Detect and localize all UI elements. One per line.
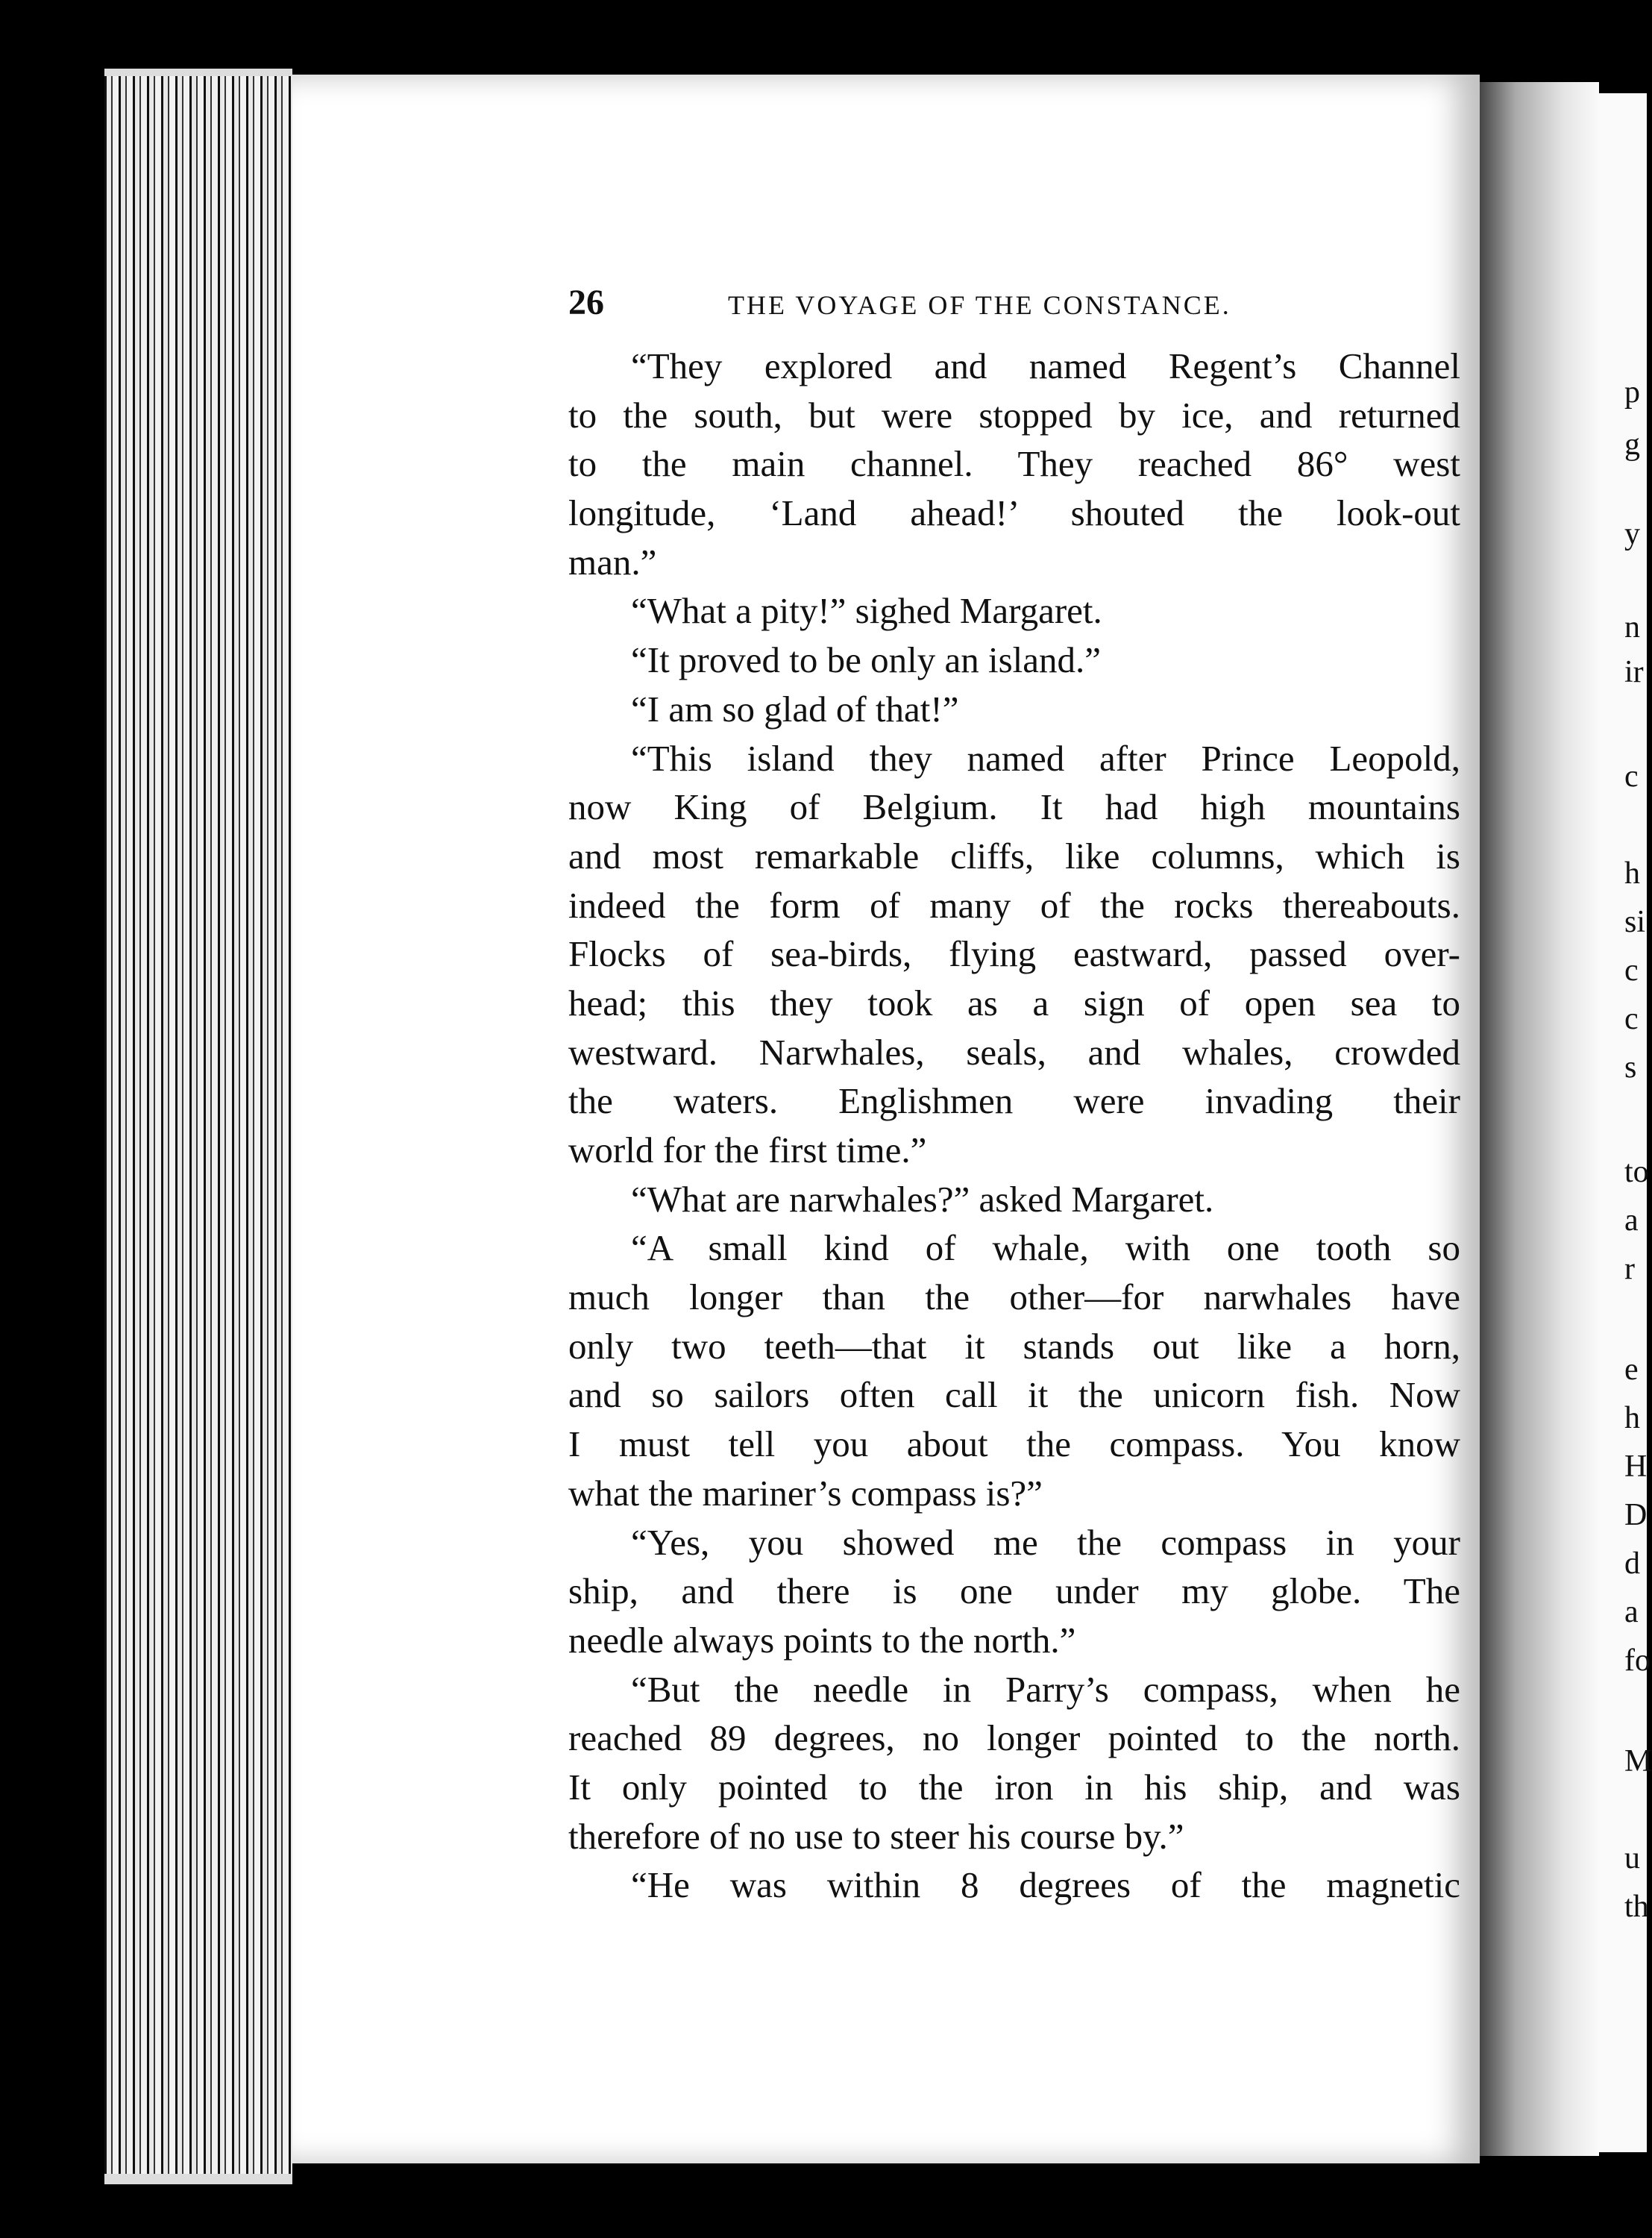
text-line: to the main channel. They reached 86° west — [568, 443, 1460, 485]
facing-page-fragment: a — [1624, 1203, 1639, 1238]
text-line: what the mariner’s compass is?” — [568, 1472, 1043, 1514]
text-line: and so sailors often call it the unicorn fish. Now — [568, 1374, 1460, 1416]
facing-page-fragment: ir — [1624, 655, 1644, 689]
text-line: westward. Narwhales, seals, and whales, crowded — [568, 1031, 1460, 1073]
facing-page-fragment: c — [1624, 953, 1639, 988]
facing-page-fragment: c — [1624, 759, 1639, 794]
text-line: therefore of no use to steer his course by.” — [568, 1815, 1184, 1857]
text-line: I must tell you about the compass. You know — [568, 1423, 1460, 1465]
stacked-page-edges — [104, 69, 292, 2184]
text-line: only two teeth—that it stands out like a horn, — [568, 1325, 1460, 1367]
facing-page-fragment: h — [1624, 856, 1640, 891]
facing-page-fragment: n — [1624, 610, 1640, 645]
facing-page-fragment: M — [1624, 1744, 1652, 1778]
text-line: It only pointed to the iron in his ship, and was — [568, 1766, 1460, 1808]
text-line: and most remarkable cliffs, like columns, which is — [568, 835, 1460, 877]
text-line: the waters. Englishmen were invading their — [568, 1080, 1460, 1122]
facing-page-fragment: u — [1624, 1841, 1640, 1875]
facing-page-fragment: y — [1624, 517, 1640, 551]
facing-page-fragment: s — [1624, 1050, 1637, 1085]
facing-page-fragment: p — [1624, 375, 1640, 410]
body-text — [568, 342, 1460, 1910]
text-line: head; this they took as a sign of open sea to — [568, 982, 1460, 1024]
facing-page-fragment: th — [1624, 1890, 1649, 1924]
facing-page-fragment: c — [1624, 1002, 1639, 1036]
text-line: “Yes, you showed me the compass in your — [631, 1521, 1460, 1563]
running-title: THE VOYAGE OF THE CONSTANCE. — [728, 290, 1231, 320]
text-line: needle always points to the north.” — [568, 1619, 1076, 1661]
text-line: “This island they named after Prince Leopold, — [631, 737, 1460, 779]
page-number: 26 — [568, 283, 604, 322]
facing-page-fragment: r — [1624, 1252, 1635, 1286]
text-line: “He was within 8 degrees of the magnetic — [631, 1864, 1460, 1906]
facing-page-fragment: fo — [1624, 1643, 1651, 1678]
facing-page-fragment: h — [1624, 1401, 1640, 1435]
facing-page-fragment: D — [1624, 1498, 1648, 1532]
facing-page-fragment: to — [1624, 1155, 1649, 1189]
page-header — [568, 282, 1314, 327]
text-line: ship, and there is one under my globe. The — [568, 1570, 1460, 1612]
text-line: “What are narwhales?” asked Margaret. — [631, 1178, 1214, 1220]
text-line: indeed the form of many of the rocks thereabouts. — [568, 884, 1460, 926]
facing-page-edge — [1599, 93, 1652, 2152]
text-line: much longer than the other—for narwhales have — [568, 1276, 1460, 1318]
text-line: “I am so glad of that!” — [631, 688, 959, 730]
text-line: man.” — [568, 541, 657, 583]
text-line: “It proved to be only an island.” — [631, 639, 1102, 681]
text-line: to the south, but were stopped by ice, and returned — [568, 394, 1460, 436]
text-line: longitude, ‘Land ahead!’ shouted the look-out — [568, 492, 1460, 534]
facing-page-fragment: e — [1624, 1352, 1639, 1387]
text-line: “But the needle in Parry’s compass, when he — [631, 1668, 1460, 1710]
facing-page-fragment: d — [1624, 1546, 1640, 1581]
text-line: “What a pity!” sighed Margaret. — [631, 590, 1102, 632]
text-line: “They explored and named Regent’s Channel — [631, 345, 1460, 386]
text-line: Flocks of sea-birds, flying eastward, passed over- — [568, 933, 1460, 975]
facing-page-fragment: H — [1624, 1449, 1648, 1484]
facing-page-fragment: g — [1624, 427, 1640, 462]
text-line: reached 89 degrees, no longer pointed to the north. — [568, 1717, 1460, 1759]
facing-page-fragment: a — [1624, 1595, 1639, 1629]
text-line: world for the first time.” — [568, 1129, 927, 1170]
facing-page-fragment: si — [1624, 905, 1646, 939]
text-line: “A small kind of whale, with one tooth so — [631, 1227, 1460, 1269]
text-line: now King of Belgium. It had high mountains — [568, 786, 1460, 828]
binding-gutter — [1480, 82, 1599, 2156]
